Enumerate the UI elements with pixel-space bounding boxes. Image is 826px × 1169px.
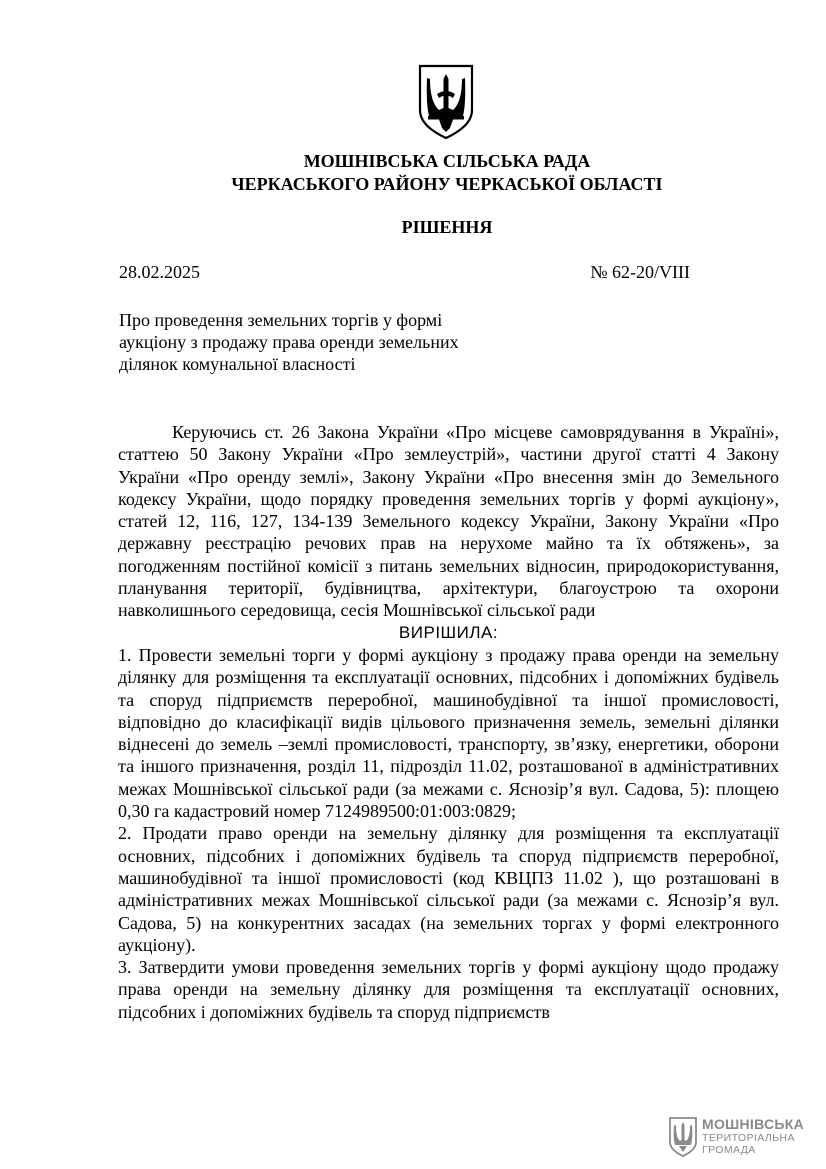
- decision-number: № 62-20/VIII: [590, 262, 690, 282]
- council-name: [0, 150, 826, 196]
- document-body: [118, 421, 779, 1023]
- logo-name: МОШНІВСЬКА: [702, 1116, 805, 1132]
- council-line-2: ЧЕРКАСЬКОГО РАЙОНУ ЧЕРКАСЬКОЇ ОБЛАСТІ: [231, 174, 663, 194]
- community-logo: [668, 1117, 808, 1161]
- decision-item-2: 2. Продати право оренди на земельну ділянку для розміщення та експлуатації основних, підсобних і допоміжних будівель та споруд підприємств переробної, машинобудівної та іншої промисловості (код КВЦПЗ 11.02 ), що розташовані в адміністративних межах Мошнівської сільської ради (за межами с. Яснозір’я вул. Садова, 5) на конкурентних засадах (на земельних торгах у формі електронного аукціону).: [118, 823, 779, 955]
- trident-icon: [417, 64, 475, 140]
- decision-item-1: 1. Провести земельні торги у формі аукціону з продажу права оренди на земельну ділянку для розміщення та експлуатації основних, підсобних і допоміжних будівель та споруд підприємств переробної, машинобудівної та іншої промисловості, відповідно до класифікації видів цільового призначення земель, земельні ділянки віднесені до земель –землі промисловості, транспорту, зв’язку, енергетики, оборони та іншого призначення, розділ 11, підрозділ 11.02, розташованої в адміністративних межах Мошнівської сільської ради (за межами с. Яснозір’я вул. Садова, 5): площею 0,30 га кадастровий номер 7124989500:01:003:0829;: [118, 644, 779, 822]
- council-line-1: МОШНІВСЬКА СІЛЬСЬКА РАДА: [303, 151, 591, 171]
- decision-item-3: 3. Затвердити умови проведення земельних торгів у формі аукціону щодо продажу права оренди на земельну ділянку для розміщення та експлуатації основних, підсобних і допоміжних будівель та споруд підприємств: [118, 957, 779, 1022]
- resolved-heading: ВИРІШИЛА:: [398, 622, 499, 642]
- logo-subtitle-1: ТЕРИТОРІАЛЬНА: [702, 1132, 795, 1144]
- preamble-paragraph: Керуючись ст. 26 Закона України «Про місцеве самоврядування в Україні», статтею 50 Закону України «Про землеустрій», частини другої статті 4 Закону України «Про оренду землі», Закону України «Про внесення змін до Земельного кодексу України, щодо порядку проведення земельних торгів у формі аукціону», статей 12, 116, 127, 134-139 Земельного кодексу України, Закону України «Про державну реєстрацію речових прав на нерухоме майно та їх обтяжень», за погодженням постійної комісії з питань земельних відносин, природокористування, планування території, будівництва, архітектури, благоустрою та охорони навколишнього середовища, сесія Мошнівської сільської ради: [118, 422, 779, 621]
- document-type: РІШЕННЯ: [401, 217, 493, 237]
- document-title: [0, 217, 826, 238]
- logo-subtitle-2: ГРОМАДА: [702, 1144, 756, 1156]
- decision-date: 28.02.2025: [119, 262, 200, 282]
- decision-subject: Про проведення земельних торгів у формі аукціону з продажу права оренди земельних ділянок комунальної власності: [119, 310, 459, 374]
- trident-shield-icon: [668, 1117, 698, 1157]
- community-logo-text: [702, 1117, 804, 1156]
